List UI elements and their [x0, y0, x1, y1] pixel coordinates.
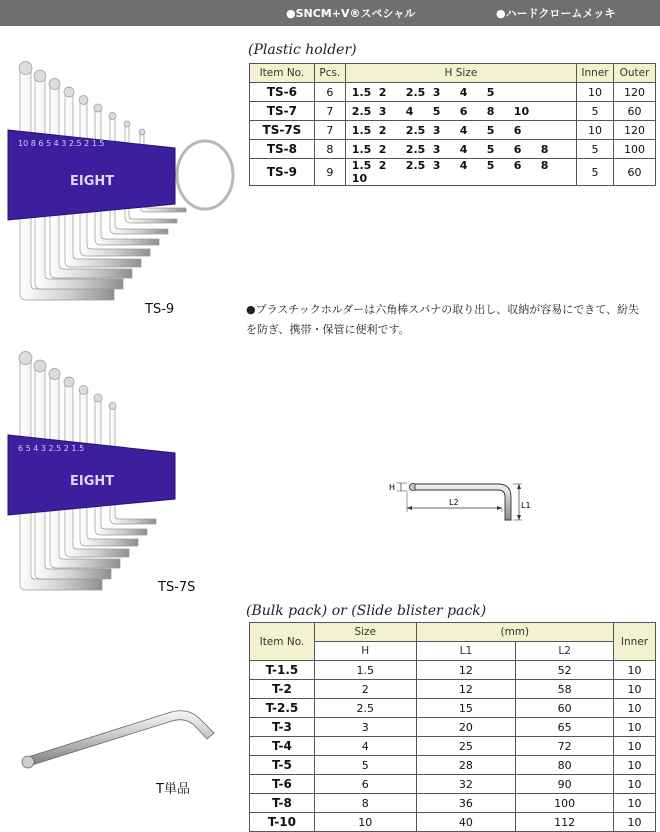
bulk-pack-table: [249, 622, 656, 832]
ts7s-wrench-set-image: [0, 345, 240, 605]
item-no-cell: TS-9: [250, 159, 315, 186]
inner-cell: 10: [614, 661, 656, 680]
col-h: H: [314, 642, 416, 661]
l1-cell: 12: [416, 661, 516, 680]
l2-cell: 72: [516, 737, 614, 756]
size-value: 10: [513, 104, 530, 118]
table-row: [250, 159, 656, 186]
item-no-cell: TS-7: [250, 102, 315, 121]
pcs-cell: 9: [314, 159, 345, 186]
size-value: 1.5: [351, 142, 372, 156]
h-size-cell: [345, 159, 576, 186]
l2-cell: 65: [516, 718, 614, 737]
l1-cell: 12: [416, 680, 516, 699]
l1-cell: 32: [416, 775, 516, 794]
l1-cell: 25: [416, 737, 516, 756]
col-h-size: H Size: [345, 64, 576, 83]
col-l1: L1: [416, 642, 516, 661]
size-value: 3: [378, 104, 387, 118]
item-no-cell: T-10: [250, 813, 315, 832]
size-value: 1.5: [351, 123, 372, 137]
h-size-cell: [345, 121, 576, 140]
col-l2: L2: [516, 642, 614, 661]
size-value: 4: [459, 159, 468, 172]
size-value: 4: [459, 123, 468, 137]
table-row: [250, 718, 656, 737]
feature-steel: ●SNCM+V®スペシャル: [286, 7, 416, 20]
bulk-pack-title: (Bulk pack) or (Slide blister pack): [246, 603, 487, 619]
table-header-row: [250, 623, 656, 642]
size-value: 6: [513, 159, 522, 172]
size-value: 5: [486, 123, 495, 137]
h-cell: 3: [314, 718, 416, 737]
size-value: 3: [432, 142, 441, 156]
item-no-cell: TS-7S: [250, 121, 315, 140]
l1-cell: 20: [416, 718, 516, 737]
size-value: 1.5: [351, 85, 372, 99]
outer-cell: 120: [614, 121, 656, 140]
col-outer: Outer: [614, 64, 656, 83]
dim-l2-label: L2: [449, 498, 459, 507]
size-value: 4: [459, 85, 468, 99]
item-no-cell: T-2: [250, 680, 315, 699]
table-row: [250, 699, 656, 718]
size-value: 5: [486, 159, 495, 172]
table-row: [250, 121, 656, 140]
size-value: 2: [378, 159, 387, 172]
l2-cell: 80: [516, 756, 614, 775]
size-value: 2.5: [405, 159, 426, 172]
l2-cell: 90: [516, 775, 614, 794]
dimension-diagram: [380, 470, 540, 530]
item-no-cell: T-6: [250, 775, 315, 794]
dim-l1-label: L1: [521, 501, 531, 510]
col-inner: Inner: [614, 623, 656, 661]
item-no-cell: T-2.5: [250, 699, 315, 718]
l2-cell: 58: [516, 680, 614, 699]
inner-cell: 5: [577, 102, 614, 121]
l2-cell: 52: [516, 661, 614, 680]
pcs-cell: 7: [314, 102, 345, 121]
item-no-cell: T-8: [250, 794, 315, 813]
item-no-cell: T-3: [250, 718, 315, 737]
table-row: [250, 680, 656, 699]
t-single-wrench-image: [18, 695, 218, 775]
size-value: 5: [486, 85, 495, 99]
plastic-holder-title: (Plastic holder): [248, 42, 357, 58]
wrench-outline: [415, 484, 511, 520]
l1-cell: 15: [416, 699, 516, 718]
table-row: [250, 775, 656, 794]
size-value: 6: [513, 142, 522, 156]
inner-cell: 10: [614, 775, 656, 794]
pcs-cell: 8: [314, 140, 345, 159]
size-value: 2.5: [405, 142, 426, 156]
table-row: [250, 813, 656, 832]
size-value: 8: [486, 104, 495, 118]
l1-cell: 40: [416, 813, 516, 832]
h-cell: 2.5: [314, 699, 416, 718]
inner-cell: 10: [614, 718, 656, 737]
feature-bar: [0, 0, 660, 26]
table-row: [250, 756, 656, 775]
size-value: 5: [432, 104, 441, 118]
inner-cell: 10: [614, 680, 656, 699]
size-value: 10: [351, 172, 368, 185]
holder-size-marks: 6 5 4 3 2.5 2 1.5: [18, 444, 85, 453]
dim-h-label: H: [389, 483, 396, 492]
h-cell: 8: [314, 794, 416, 813]
outer-cell: 100: [614, 140, 656, 159]
h-cell: 10: [314, 813, 416, 832]
item-no-cell: T-4: [250, 737, 315, 756]
pcs-cell: 7: [314, 121, 345, 140]
size-value: 4: [459, 142, 468, 156]
table-header-row: [250, 64, 656, 83]
size-value: 8: [540, 159, 549, 172]
t-single-label: T単品: [156, 782, 190, 797]
item-no-cell: TS-6: [250, 83, 315, 102]
inner-cell: 5: [577, 140, 614, 159]
col-mm: (mm): [416, 623, 613, 642]
table-row: [250, 794, 656, 813]
l2-cell: 112: [516, 813, 614, 832]
col-pcs: Pcs.: [314, 64, 345, 83]
holder-description: ●プラスチックホルダーは六角棒スパナの取り出し、収納が容易にできて、紛失を防ぎ、携帯・保管に便利です。: [246, 303, 640, 336]
inner-cell: 10: [577, 83, 614, 102]
l1-cell: 36: [416, 794, 516, 813]
item-no-cell: T-5: [250, 756, 315, 775]
size-value: 3: [432, 159, 441, 172]
inner-cell: 5: [577, 159, 614, 186]
table-row: [250, 661, 656, 680]
pcs-cell: 6: [314, 83, 345, 102]
l2-cell: 100: [516, 794, 614, 813]
plastic-holder-table: [249, 63, 656, 186]
col-inner: Inner: [577, 64, 614, 83]
size-value: 2: [378, 142, 387, 156]
inner-cell: 10: [614, 756, 656, 775]
ts9-wrench-set-image: [0, 55, 240, 315]
size-value: 2.5: [351, 104, 372, 118]
col-item-no: Item No.: [250, 623, 315, 661]
size-value: 6: [513, 123, 522, 137]
inner-cell: 10: [577, 121, 614, 140]
holder-brand-text: EIGHT: [70, 474, 115, 489]
ts9-label: TS-9: [145, 302, 175, 317]
table-row: [250, 83, 656, 102]
inner-cell: 10: [614, 813, 656, 832]
l2-cell: 60: [516, 699, 614, 718]
col-size: Size: [314, 623, 416, 642]
item-no-cell: T-1.5: [250, 661, 315, 680]
l1-cell: 28: [416, 756, 516, 775]
h-size-cell: [345, 140, 576, 159]
size-value: 5: [486, 142, 495, 156]
h-cell: 6: [314, 775, 416, 794]
h-cell: 2: [314, 680, 416, 699]
size-value: 2.5: [405, 85, 426, 99]
inner-cell: 10: [614, 699, 656, 718]
holder-brand-text: EIGHT: [70, 174, 115, 189]
size-value: 2: [378, 123, 387, 137]
size-value: 6: [459, 104, 468, 118]
col-item-no: Item No.: [250, 64, 315, 83]
size-value: 2.5: [405, 123, 426, 137]
item-no-cell: TS-8: [250, 140, 315, 159]
h-cell: 1.5: [314, 661, 416, 680]
feature-chrome: ●ハードクロームメッキ: [496, 7, 616, 20]
holder-size-marks: 10 8 6 5 4 3 2.5 2 1.5: [18, 139, 105, 148]
ts7s-label: TS-7S: [158, 580, 196, 595]
inner-cell: 10: [614, 794, 656, 813]
h-size-cell: [345, 83, 576, 102]
outer-cell: 120: [614, 83, 656, 102]
table-row: [250, 737, 656, 756]
size-value: 2: [378, 85, 387, 99]
h-cell: 4: [314, 737, 416, 756]
size-value: 3: [432, 123, 441, 137]
h-size-cell: [345, 102, 576, 121]
outer-cell: 60: [614, 102, 656, 121]
size-value: 3: [432, 85, 441, 99]
size-value: 4: [405, 104, 414, 118]
size-value: 1.5: [351, 159, 372, 172]
size-value: 8: [540, 142, 549, 156]
table-row: [250, 140, 656, 159]
inner-cell: 10: [614, 737, 656, 756]
h-cell: 5: [314, 756, 416, 775]
outer-cell: 60: [614, 159, 656, 186]
table-row: [250, 102, 656, 121]
